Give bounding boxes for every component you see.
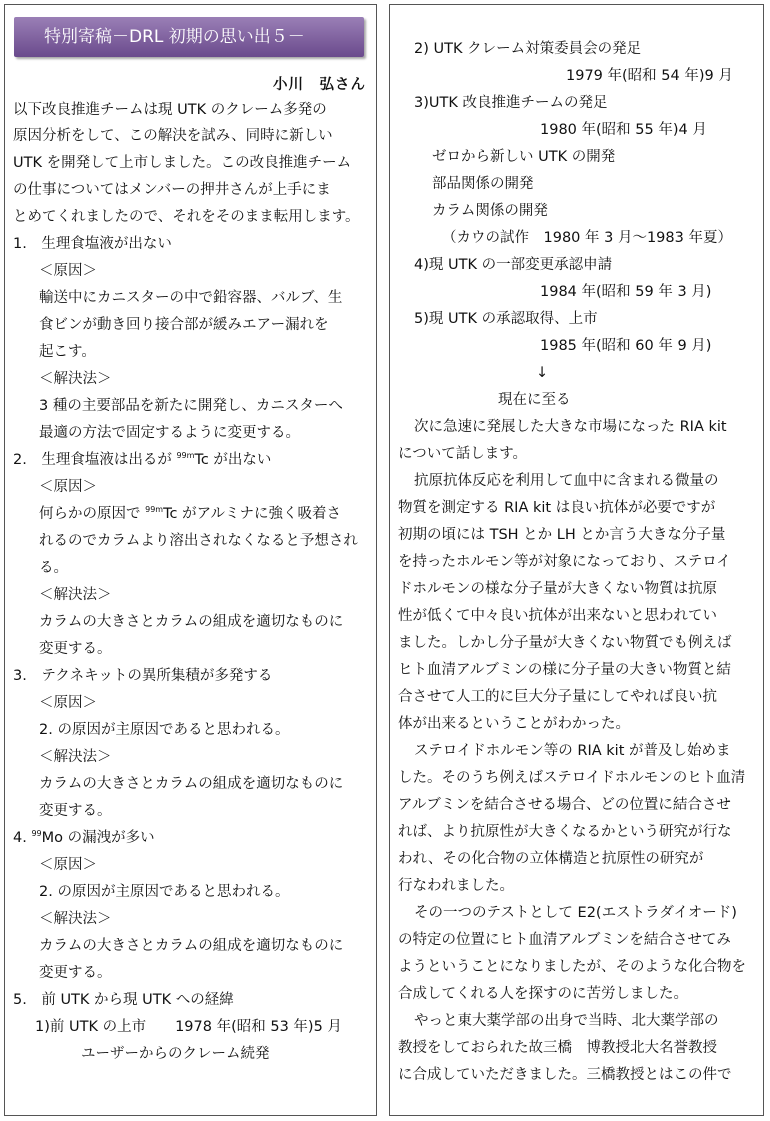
line-text: ゼロから新しい UTK の開発 bbox=[432, 149, 616, 165]
isotope-superscript: 99m bbox=[176, 451, 195, 461]
line-text: 3 種の主要部品を新たに開発し、カニスターへ bbox=[39, 398, 343, 414]
line-text: 2. の原因が主原因であると思われる。 bbox=[39, 722, 290, 738]
text-line bbox=[39, 261, 97, 281]
line-text: 3)UTK 改良推進チームの発足 bbox=[414, 95, 608, 111]
text-line bbox=[13, 207, 360, 227]
text-line bbox=[414, 741, 730, 761]
line-text: 1)前 UTK の上市 1978 年(昭和 53 年)5 月 bbox=[35, 1019, 342, 1035]
text-line bbox=[414, 39, 641, 59]
line-text: ドホルモンの様な分子量が大きくない物質は抗原 bbox=[398, 581, 717, 597]
isotope-text: Tc がアルミナに強く吸着さ bbox=[163, 506, 341, 522]
line-text: に合成していただきました。三橋教授とはこの件で bbox=[398, 1067, 732, 1083]
text-line bbox=[414, 1011, 719, 1031]
text-line bbox=[398, 795, 731, 815]
line-text: 現在に至る bbox=[498, 392, 571, 408]
line-text: 物質を測定する RIA kit は良い抗体が必要ですが bbox=[398, 500, 716, 516]
text-line bbox=[39, 342, 96, 362]
text-line bbox=[398, 660, 731, 680]
line-text: ようということになりましたが、そのような化合物を bbox=[398, 959, 746, 975]
text-line bbox=[414, 309, 598, 329]
text-line bbox=[414, 255, 612, 275]
text-line bbox=[13, 153, 351, 173]
line-text: ＜原因＞ bbox=[39, 695, 97, 711]
text-line bbox=[39, 801, 112, 821]
line-text: 部品関係の開発 bbox=[432, 176, 534, 192]
isotope-text: Tc が出ない bbox=[194, 452, 272, 468]
text-line bbox=[39, 585, 112, 605]
text-line bbox=[498, 390, 571, 410]
line-text: 食ビンが動き回り接合部が緩みエアー漏れを bbox=[39, 317, 329, 333]
text-line bbox=[432, 147, 615, 167]
line-text: ＜解決法＞ bbox=[39, 911, 112, 927]
text-line bbox=[39, 963, 112, 983]
line-text: 何らかの原因で bbox=[39, 506, 141, 522]
line-text: ＜原因＞ bbox=[39, 857, 97, 873]
line-text: 体が出来るということがわかった。 bbox=[398, 716, 630, 732]
text-line bbox=[39, 369, 112, 389]
line-text: ユーザーからのクレーム続発 bbox=[81, 1046, 270, 1062]
line-text: 合成してくれる人を探すのに苦労しました。 bbox=[398, 986, 688, 1002]
line-text: 5. 前 UTK から現 UTK への経緯 bbox=[13, 992, 234, 1008]
line-text: アルブミンを結合させる場合、どの位置に結合させ bbox=[398, 797, 731, 813]
text-line bbox=[398, 552, 731, 572]
line-text: 最適の方法で固定するように変更する。 bbox=[39, 425, 300, 441]
text-line bbox=[398, 1065, 732, 1085]
text-line bbox=[398, 1038, 717, 1058]
line-text: について話します。 bbox=[398, 446, 528, 462]
line-text: ました。しかし分子量が大きくない物質でも例えば bbox=[398, 635, 732, 651]
text-line bbox=[39, 747, 112, 767]
line-text: カラムの大きさとカラムの組成を適切なものに bbox=[39, 776, 344, 792]
line-text: の特定の位置にヒト血清アルブミンを結合させてみ bbox=[398, 932, 731, 948]
text-line bbox=[39, 531, 358, 551]
text-line bbox=[39, 774, 343, 794]
line-text: ↓ bbox=[536, 365, 549, 381]
line-text: 4. bbox=[13, 830, 27, 846]
line-text: その一つのテストとして E2(エストラダイオード) bbox=[414, 905, 737, 921]
line-text: 以下改良推進チームは現 UTK のクレーム多発の bbox=[13, 102, 327, 118]
text-line bbox=[39, 639, 112, 659]
line-text: 5)現 UTK の承認取得、上市 bbox=[414, 311, 598, 327]
text-line bbox=[39, 477, 97, 497]
text-line bbox=[13, 180, 331, 200]
line-text: 輸送中にカニスターの中で鉛容器、バルブ、生 bbox=[39, 290, 343, 306]
line-text: ＜解決法＞ bbox=[39, 371, 112, 387]
text-line bbox=[398, 768, 745, 788]
line-text: ＜解決法＞ bbox=[39, 587, 112, 603]
text-line bbox=[35, 1017, 342, 1037]
line-text: れるのでカラムより溶出されなくなると予想され bbox=[39, 533, 358, 549]
text-line bbox=[414, 93, 607, 113]
text-line bbox=[442, 228, 732, 248]
line-text: 起こす。 bbox=[39, 344, 96, 360]
line-text: 1. 生理食塩液が出ない bbox=[13, 236, 172, 252]
line-text: 2. の原因が主原因であると思われる。 bbox=[39, 884, 290, 900]
line-text: 変更する。 bbox=[39, 965, 112, 981]
line-text: カラムの大きさとカラムの組成を適切なものに bbox=[39, 614, 344, 630]
right-column bbox=[389, 4, 764, 1116]
line-text: われ、その化合物の立体構造と抗原性の研究が bbox=[398, 851, 704, 867]
text-line bbox=[39, 909, 112, 929]
line-text: とめてくれましたので、それをそのまま転用します。 bbox=[13, 209, 360, 225]
text-line bbox=[398, 822, 732, 842]
text-line bbox=[13, 450, 271, 470]
line-text: カラムの大きさとカラムの組成を適切なものに bbox=[39, 938, 344, 954]
text-line bbox=[398, 876, 514, 896]
text-line bbox=[414, 471, 719, 491]
line-text: 1980 年(昭和 55 年)4 月 bbox=[540, 122, 707, 138]
line-text: カラム関係の開発 bbox=[432, 203, 548, 219]
line-text: ＜原因＞ bbox=[39, 263, 97, 279]
author-name: 小川 弘さん bbox=[273, 77, 366, 93]
line-text: （カウの試作 1980 年 3 月～1983 年夏） bbox=[442, 230, 732, 246]
line-text: 初期の頃には TSH とか LH とか言う大きな分子量 bbox=[398, 527, 726, 543]
text-line bbox=[39, 423, 300, 443]
text-line bbox=[39, 882, 289, 902]
line-text: 性が低くて中々良い抗体が出来ないと思われてい bbox=[398, 608, 717, 624]
line-text: ＜解決法＞ bbox=[39, 749, 112, 765]
text-line bbox=[432, 174, 534, 194]
line-text: 合させて人工的に巨大分子量にしてやれば良い抗 bbox=[398, 689, 717, 705]
text-line bbox=[414, 417, 727, 437]
line-text: 4)現 UTK の一部変更承認申請 bbox=[414, 257, 613, 273]
line-text: 1985 年(昭和 60 年 9 月) bbox=[540, 338, 712, 354]
text-line bbox=[398, 525, 725, 545]
line-text: 1984 年(昭和 59 年 3 月) bbox=[540, 284, 712, 300]
text-line bbox=[39, 720, 289, 740]
line-text: る。 bbox=[39, 560, 68, 576]
line-text: 行なわれました。 bbox=[398, 878, 514, 894]
text-line bbox=[398, 444, 527, 464]
line-text: れば、より抗原性が大きくなるかという研究が行な bbox=[398, 824, 732, 840]
text-line bbox=[398, 606, 717, 626]
text-line bbox=[540, 282, 711, 302]
line-text: やっと東大薬学部の出身で当時、北大薬学部の bbox=[414, 1013, 719, 1029]
text-line bbox=[398, 714, 630, 734]
text-line bbox=[398, 579, 717, 599]
text-line bbox=[39, 693, 97, 713]
text-line bbox=[39, 315, 329, 335]
text-line bbox=[398, 498, 715, 518]
isotope-superscript: 99m bbox=[145, 505, 164, 515]
line-text: ＜原因＞ bbox=[39, 479, 97, 495]
text-line bbox=[414, 903, 737, 923]
text-line bbox=[398, 957, 746, 977]
line-text: ヒト血清アルブミンの様に分子量の大きい物質と結 bbox=[398, 662, 731, 678]
line-text: UTK を開発して上市しました。この改良推進チーム bbox=[13, 155, 352, 171]
text-line bbox=[39, 558, 68, 578]
text-line bbox=[398, 930, 731, 950]
article-title: 特別寄稿－DRL 初期の思い出５－ bbox=[14, 17, 364, 57]
text-line bbox=[39, 612, 343, 632]
line-text: 原因分析をして、この解決を試み、同時に新しい bbox=[13, 128, 333, 144]
text-line bbox=[536, 363, 548, 383]
text-line bbox=[39, 396, 343, 416]
text-line bbox=[39, 288, 342, 308]
text-line bbox=[13, 100, 327, 120]
line-text: 変更する。 bbox=[39, 641, 112, 657]
isotope-text: Mo の漏洩が多い bbox=[41, 830, 155, 846]
text-line bbox=[540, 336, 711, 356]
line-text: した。そのうち例えばステロイドホルモンのヒト血清 bbox=[398, 770, 746, 786]
isotope-superscript: 99 bbox=[31, 829, 42, 839]
text-line bbox=[432, 201, 548, 221]
line-text: 次に急速に発展した大きな市場になった RIA kit bbox=[414, 419, 727, 435]
line-text: 2) UTK クレーム対策委員会の発足 bbox=[414, 41, 642, 57]
text-line bbox=[398, 849, 703, 869]
line-text: 2. 生理食塩液は出るが bbox=[13, 452, 172, 468]
line-text: 3. テクネキットの異所集積が多発する bbox=[13, 668, 273, 684]
line-text: 1979 年(昭和 54 年)9 月 bbox=[566, 68, 733, 84]
text-line bbox=[81, 1044, 270, 1064]
line-text: を持ったホルモン等が対象になっており、ステロイ bbox=[398, 554, 731, 570]
line-text: 教授をしておられた故三橋 博教授北大名誉教授 bbox=[398, 1040, 717, 1056]
text-line bbox=[39, 855, 97, 875]
text-line bbox=[540, 120, 707, 140]
text-line bbox=[398, 984, 688, 1004]
text-line bbox=[13, 990, 234, 1010]
text-line bbox=[566, 66, 733, 86]
text-line bbox=[13, 126, 333, 146]
left-column bbox=[4, 4, 377, 1116]
text-line bbox=[13, 234, 172, 254]
line-text: の仕事についてはメンバーの押井さんが上手にま bbox=[13, 182, 331, 198]
line-text: ステロイドホルモン等の RIA kit が普及し始めま bbox=[414, 743, 731, 759]
text-line bbox=[398, 687, 717, 707]
text-line bbox=[13, 828, 155, 848]
text-line bbox=[13, 666, 272, 686]
line-text: 変更する。 bbox=[39, 803, 112, 819]
text-line bbox=[39, 936, 343, 956]
line-text: 抗原抗体反応を利用して血中に含まれる微量の bbox=[414, 473, 719, 489]
text-line bbox=[398, 633, 732, 653]
text-line bbox=[39, 504, 341, 524]
